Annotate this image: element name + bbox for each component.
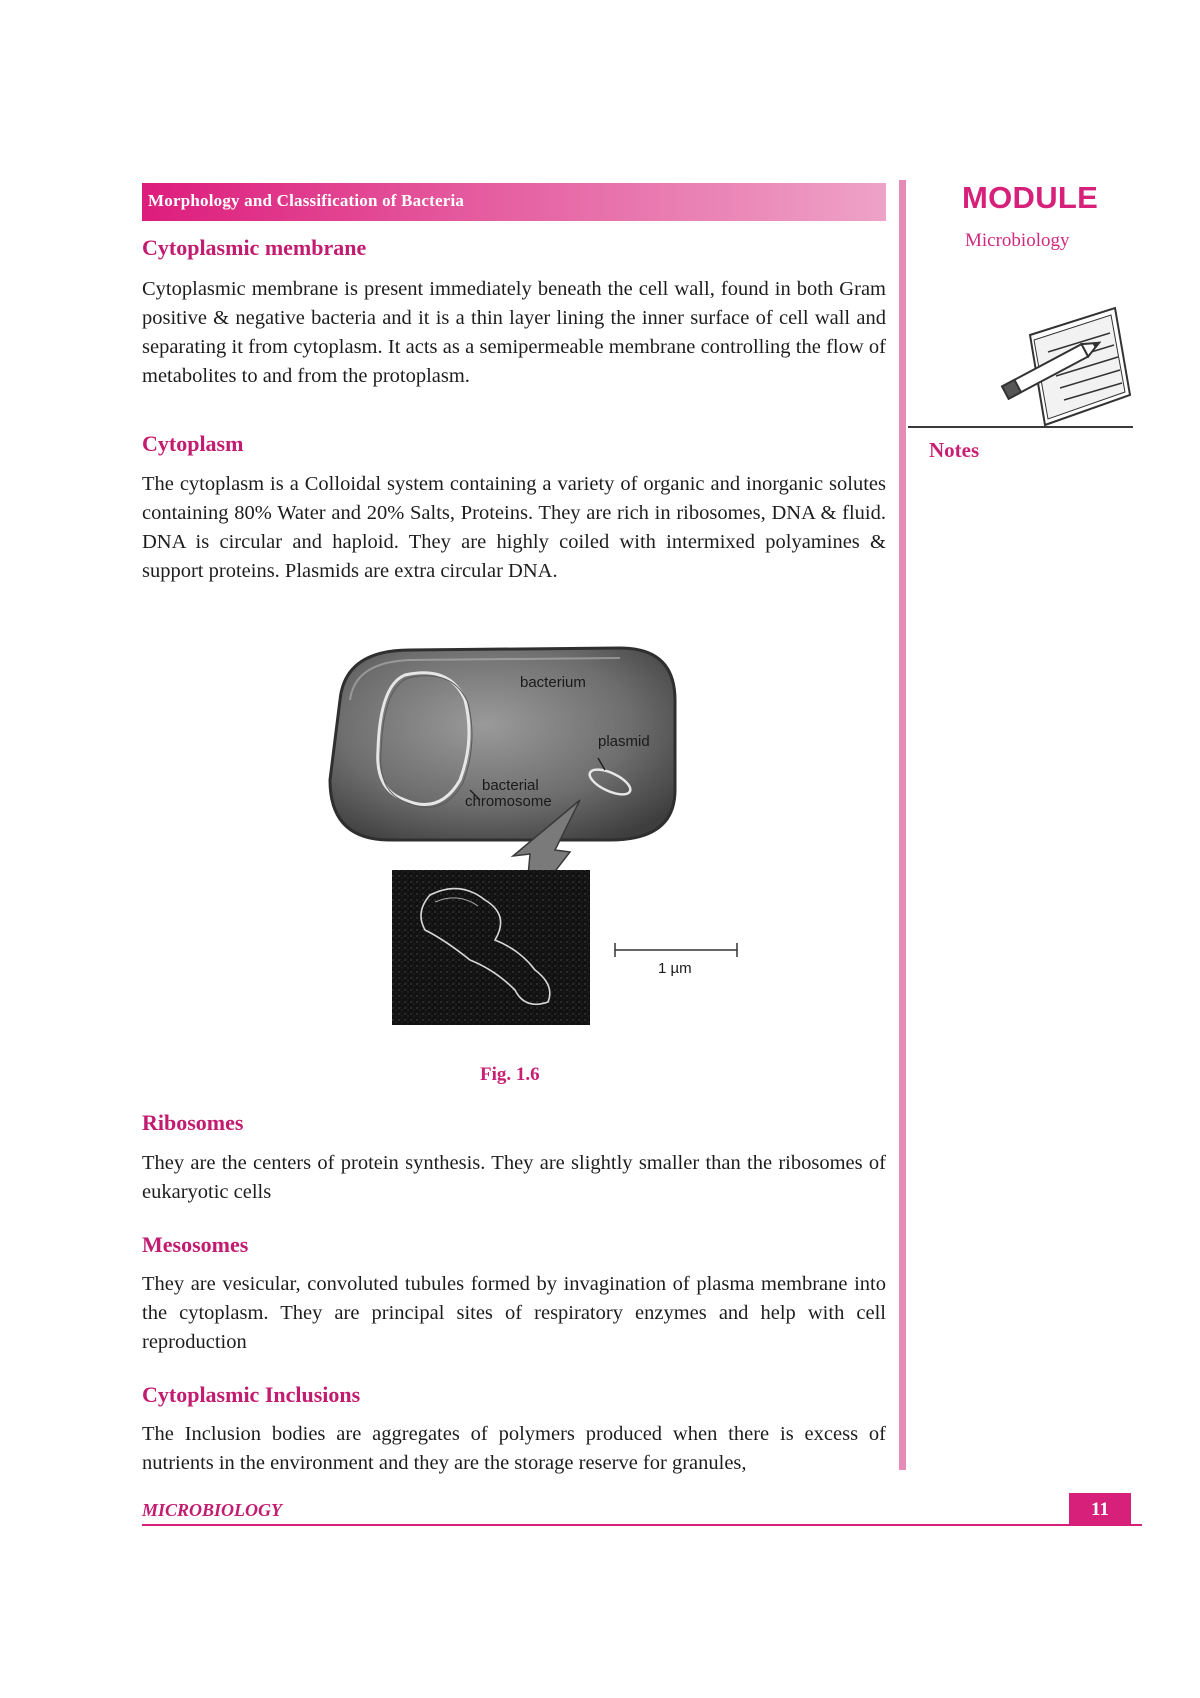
figure-caption: Fig. 1.6 [480, 1064, 540, 1085]
heading-cytoplasmic-membrane: Cytoplasmic membrane [142, 235, 367, 260]
paragraph-cytoplasmic-membrane: Cytoplasmic membrane is present immediately beneath the cell wall, found in both Gram positive & negative bacteria and it is a thin layer lining the inner surface of cell wall and separating it from cytoplasm. It acts as a semipermeable membrane controlling the flow of metabolites to and from the protoplasm. [142, 278, 886, 387]
paragraph-ribosomes: They are the centers of protein synthesis. They are slightly smaller than the ribosomes of eukaryotic cells [142, 1152, 886, 1203]
heading-cytoplasm: Cytoplasm [142, 431, 244, 456]
heading-cytoplasmic-inclusions: Cytoplasmic Inclusions [142, 1382, 361, 1407]
heading-mesosomes: Mesosomes [142, 1232, 249, 1257]
running-header-title: Morphology and Classification of Bacteria [148, 191, 465, 210]
label-bacterium: bacterium [520, 674, 586, 691]
paragraph-mesosomes: They are vesicular, convoluted tubules formed by invagination of plasma membrane into the cytoplasm. They are principal sites of respiratory enzymes and help with cell reproduction [142, 1273, 886, 1353]
paragraph-cytoplasm: The cytoplasm is a Colloidal system containing a variety of organic and inorganic solutes containing 80% Water and 20% Salts, Proteins. They are rich in ribosomes, DNA & fluid. DNA is circular and haploid. They are highly coiled with intermixed polyamines & support proteins. Plasmids are extra circular DNA. [142, 473, 886, 582]
footer-rule [142, 1524, 1142, 1526]
footer-label: MICROBIOLOGY [142, 1500, 283, 1520]
label-bacterial-chromosome-line2: chromosome [465, 793, 552, 810]
module-title: MODULE [962, 180, 1099, 215]
page-number: 11 [1069, 1493, 1131, 1526]
sidebar-divider [899, 180, 906, 1470]
module-subject: Microbiology [965, 230, 1070, 251]
label-plasmid: plasmid [598, 733, 650, 750]
micrograph [392, 870, 590, 1025]
notebook-pencil-icon [990, 300, 1140, 440]
bacterium-figure [320, 640, 750, 1040]
notes-label: Notes [929, 438, 980, 462]
heading-ribosomes: Ribosomes [142, 1110, 244, 1135]
notes-rule [908, 426, 1133, 428]
label-bacterial-chromosome-line1: bacterial [482, 777, 539, 794]
paragraph-cytoplasmic-inclusions: The Inclusion bodies are aggregates of polymers produced when there is excess of nutrients in the environment and they are the storage reserve for granules, [142, 1423, 886, 1474]
scale-bar-label: 1 µm [658, 960, 692, 977]
scale-bar [615, 943, 737, 977]
